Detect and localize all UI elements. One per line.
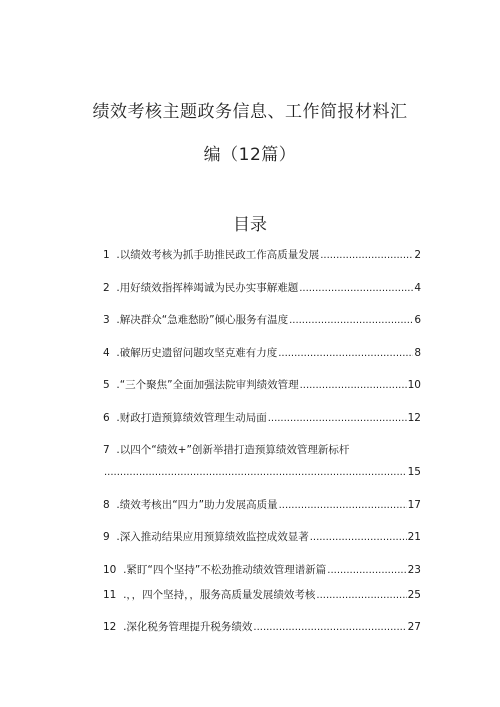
toc-leader-dots — [278, 347, 413, 360]
toc-entry-page: 17 — [407, 498, 421, 511]
toc-entry-page: 15 — [407, 466, 421, 478]
toc-entry-2[interactable] — [103, 282, 421, 295]
toc-entry-number: 1 — [103, 249, 110, 261]
toc-entry-number: 7 — [103, 444, 110, 456]
toc-entry-text: .绩效考核出“四力”助力发展高质量 — [116, 498, 278, 511]
toc-entry-text: .深入推动结果应用预算绩效监控成效显著 — [116, 531, 309, 543]
toc-leader-dots — [327, 564, 406, 577]
toc-entry-page: 6 — [414, 314, 421, 326]
toc-entry-text: .财政打造预算绩效管理生动局面 — [116, 411, 267, 424]
toc-entry-page: 4 — [414, 281, 421, 294]
toc-entry-page: 10 — [407, 379, 421, 391]
toc-leader-dots — [320, 249, 413, 262]
toc-entry-10[interactable] — [103, 564, 421, 577]
toc-entry-number: 3 — [103, 314, 110, 326]
toc-entry-5[interactable] — [103, 379, 421, 392]
toc-entry-page: 27 — [407, 621, 421, 633]
toc-heading: 目录 — [233, 215, 267, 235]
toc-leader-dots — [268, 412, 407, 425]
toc-entry-number: 5 — [103, 379, 110, 391]
toc-entry-page: 2 — [414, 249, 421, 261]
toc-leader-dots — [279, 499, 407, 512]
toc-entry-text: .深化税务管理提升税务绩效 — [123, 621, 253, 633]
toc-entry-number: 9 — [103, 531, 110, 543]
toc-entry-page: 25 — [407, 588, 421, 601]
toc-entry-8[interactable] — [103, 499, 421, 512]
toc-leader-dots — [300, 379, 407, 392]
toc-entry-number: 4 — [103, 346, 110, 359]
toc-entry-7[interactable] — [103, 444, 421, 479]
toc-entry-text: .紧盯“四个坚持”不松劲推动绩效管理谱新篇 — [123, 563, 327, 576]
toc-entry-4[interactable] — [103, 347, 421, 360]
toc-leader-dots — [299, 282, 413, 295]
toc-entry-page: 12 — [407, 411, 421, 424]
toc-entry-text: .，，四个坚持，，服务高质量发展绩效考核 — [123, 588, 316, 601]
toc-entry-3[interactable] — [103, 314, 421, 327]
toc-entry-number: 12 — [103, 621, 117, 633]
toc-entry-number: 10 — [103, 563, 117, 576]
toc-entry-1[interactable] — [103, 249, 421, 262]
toc-entry-text: .以绩效考核为抓手助推民政工作高质量发展 — [116, 249, 320, 261]
toc-leader-dots — [104, 466, 407, 479]
toc-leader-dots — [253, 621, 406, 634]
toc-entry-text: .以四个“绩效+”创新举措打造预算绩效管理新标杆 — [116, 444, 350, 456]
toc-entry-text: .“三个聚焦”全面加强法院审判绩效管理 — [116, 379, 299, 391]
toc-entry-number: 2 — [103, 281, 110, 294]
toc-entry-page: 23 — [407, 563, 421, 576]
toc-entry-11[interactable] — [103, 589, 421, 602]
toc-entry-page: 21 — [407, 531, 421, 543]
toc-entry-text: .用好绩效指挥棒竭诚为民办实事解难题 — [116, 281, 299, 294]
toc-entry-text: .破解历史遗留问题攻坚克难有力度 — [116, 346, 278, 359]
toc-leader-dots — [310, 531, 407, 544]
toc-entry-number: 11 — [103, 588, 117, 601]
toc-leader-dots — [289, 314, 413, 327]
toc-entry-page: 8 — [414, 346, 421, 359]
toc-entry-12[interactable] — [103, 621, 421, 634]
document-title-line-2: 编（12篇） — [203, 145, 297, 165]
toc-entry-9[interactable] — [103, 531, 421, 544]
toc-entry-number: 6 — [103, 411, 110, 424]
toc-entry-number: 8 — [103, 498, 110, 511]
toc-leader-dots — [316, 589, 406, 602]
toc-entry-text: .解决群众“急难愁盼”倾心服务有温度 — [116, 314, 289, 326]
toc-entry-6[interactable] — [103, 412, 421, 425]
document-title-line-1: 绩效考核主题政务信息、工作简报材料汇 — [92, 102, 408, 122]
table-of-contents — [103, 249, 421, 654]
